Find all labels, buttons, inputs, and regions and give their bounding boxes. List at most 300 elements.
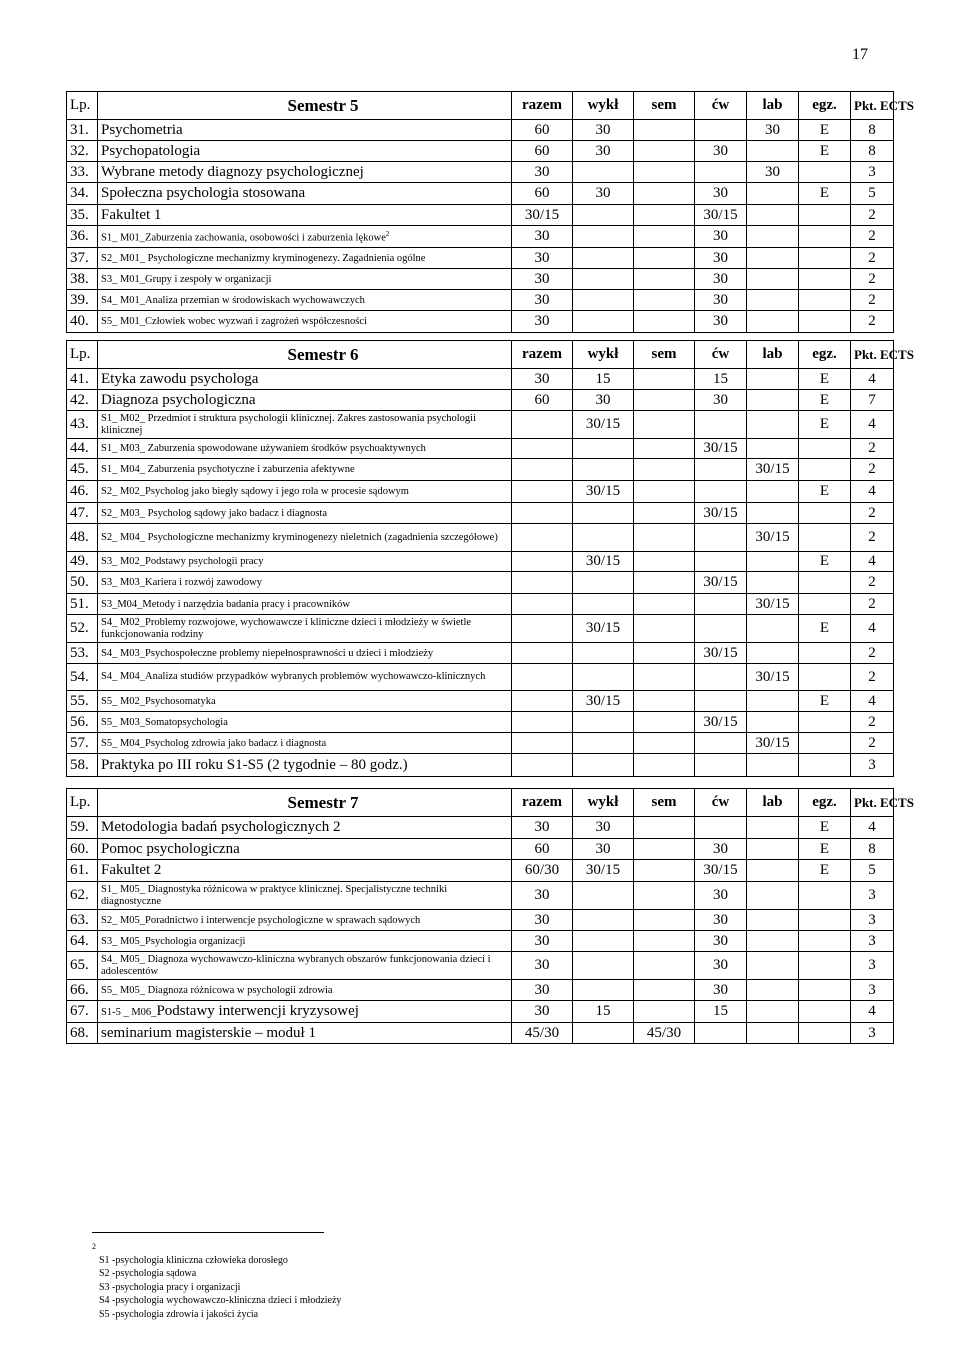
row-wykl [573,664,634,691]
row-ects: 3 [851,931,894,952]
row-subject-name [98,162,512,183]
row-razem: 30 [512,248,573,269]
row-wykl [573,572,634,594]
semester-6-table [66,340,914,777]
row-wykl [573,205,634,226]
row-subject-name [98,439,512,459]
row-lp: 41. [67,369,98,390]
row-subject-text: S3_ M03_Kariera i rozwój zawodowy [101,577,262,588]
row-lab [747,691,799,712]
row-egz: E [799,183,851,205]
row-ects: 4 [851,481,894,503]
row-sem [634,980,695,1001]
row-subject-text: S1_ M01_Zaburzenia zachowania, osobowości i zaburzenia lękowe [101,232,386,244]
header-sem: sem [634,92,695,120]
row-egz [799,503,851,524]
row-razem: 60 [512,390,573,411]
row-ects: 2 [851,248,894,269]
row-subject-name [98,120,512,141]
footnote-line: S2 -psychologia sądowa [99,1268,197,1279]
row-ects: 3 [851,754,894,777]
row-lp: 51. [67,594,98,615]
row-lab [747,481,799,503]
row-wykl [573,311,634,333]
row-subject-name [98,594,512,615]
row-razem [512,439,573,459]
row-lab: 30 [747,162,799,183]
row-cw: 30 [695,980,747,1001]
row-wykl [573,594,634,615]
footnote-separator [92,1232,324,1233]
row-lp: 65. [67,952,98,980]
row-wykl [573,882,634,910]
footnote [92,1240,341,1321]
row-lp: 64. [67,931,98,952]
row-subject-text: S5_ M04_Psycholog zdrowia jako badacz i diagnosta [101,737,327,749]
row-subject-name [98,1001,512,1023]
header-egz: egz. [799,341,851,369]
row-razem: 30 [512,290,573,311]
row-cw [695,615,747,643]
row-egz [799,311,851,333]
row-sem [634,481,695,503]
row-lp: 36. [67,226,98,248]
row-lab [747,980,799,1001]
header-wykl: wykł [573,92,634,120]
row-sem [634,754,695,777]
row-razem: 30 [512,369,573,390]
row-subject-name [98,572,512,594]
row-razem [512,691,573,712]
row-razem: 60 [512,120,573,141]
row-subject-name [98,503,512,524]
row-subject-text: Wybrane metody diagnozy psychologicznej [101,163,364,180]
row-ects: 3 [851,980,894,1001]
row-cw: 15 [695,1001,747,1023]
row-lab [747,931,799,952]
row-sem [634,839,695,860]
row-wykl: 30/15 [573,411,634,439]
row-subject-name [98,691,512,712]
row-egz: E [799,120,851,141]
row-cw [695,691,747,712]
row-subject-text: S4_ M05_ Diagnoza wychowawczo-kliniczna wybranych obszarów funkcjonowania dzieci i adolescentów [101,953,491,977]
row-wykl [573,733,634,754]
row-wykl: 30/15 [573,481,634,503]
header-lab: lab [747,92,799,120]
row-wykl [573,952,634,980]
semester-title: Semestr 6 [98,341,512,369]
row-sem [634,248,695,269]
table-row [67,269,894,290]
header-lab: lab [747,789,799,817]
row-sem [634,952,695,980]
table-row [67,1023,894,1044]
row-lab [747,572,799,594]
row-subject-text: Etyka zawodu psychologa [101,370,259,387]
row-lab [747,1023,799,1044]
row-lp: 53. [67,643,98,664]
row-ects: 4 [851,691,894,712]
row-egz [799,1001,851,1023]
row-wykl: 30 [573,120,634,141]
row-ects: 2 [851,524,894,552]
row-sem [634,643,695,664]
row-subject-text: S2_ M04_ Psychologiczne mechanizmy kryminogenezy nieletnich (zagadnienia szczegółowe) [101,531,498,543]
row-egz [799,712,851,733]
row-lp: 33. [67,162,98,183]
row-sem [634,712,695,733]
row-subject-name [98,481,512,503]
row-lp: 43. [67,411,98,439]
row-subject-text: Diagnoza psychologiczna [101,391,256,408]
table-row [67,503,894,524]
semester-title: Semestr 7 [98,789,512,817]
table-row [67,481,894,503]
row-ects: 3 [851,952,894,980]
row-ects: 5 [851,860,894,882]
row-subject-prefix: S1-5 _ M06_ [101,1007,157,1018]
table-row [67,691,894,712]
row-cw: 30 [695,141,747,162]
row-sem [634,1001,695,1023]
row-subject-text: Psychopatologia [101,142,201,159]
row-lp: 55. [67,691,98,712]
row-razem: 30 [512,311,573,333]
row-razem: 30 [512,817,573,839]
row-subject-name [98,952,512,980]
row-cw: 30 [695,910,747,931]
row-lab [747,290,799,311]
header-pkt-ects: Pkt. ECTS [851,92,894,120]
row-egz: E [799,839,851,860]
row-lp: 40. [67,311,98,333]
row-lp: 49. [67,552,98,572]
row-lab: 30/15 [747,594,799,615]
row-cw: 30/15 [695,712,747,733]
row-razem [512,733,573,754]
row-lp: 31. [67,120,98,141]
row-wykl: 30 [573,141,634,162]
row-cw: 30/15 [695,860,747,882]
row-lab [747,817,799,839]
row-subject-name [98,733,512,754]
row-cw: 30/15 [695,503,747,524]
table-row [67,390,894,411]
row-ects: 2 [851,643,894,664]
footnote-marker: 2 [92,1242,96,1251]
row-egz [799,733,851,754]
row-lp: 48. [67,524,98,552]
row-egz: E [799,411,851,439]
row-lp: 66. [67,980,98,1001]
row-lp: 47. [67,503,98,524]
row-lab [747,311,799,333]
row-razem: 30 [512,980,573,1001]
row-ects: 2 [851,205,894,226]
table-row [67,411,894,439]
row-razem [512,552,573,572]
table-row [67,910,894,931]
row-sem [634,269,695,290]
row-lp: 38. [67,269,98,290]
row-egz [799,882,851,910]
row-sem [634,524,695,552]
table-header-row [67,789,894,817]
row-cw [695,411,747,439]
table-row [67,439,894,459]
row-wykl [573,290,634,311]
row-cw: 30/15 [695,572,747,594]
row-lp: 42. [67,390,98,411]
row-sem [634,226,695,248]
row-wykl [573,162,634,183]
row-lp: 46. [67,481,98,503]
row-wykl: 30/15 [573,615,634,643]
row-ects: 2 [851,664,894,691]
row-cw: 15 [695,369,747,390]
row-subject-text: S2_ M01_ Psychologiczne mechanizmy kryminogenezy. Zagadnienia ogólne [101,252,426,264]
row-ects: 3 [851,162,894,183]
row-subject-name [98,226,512,248]
row-egz: E [799,141,851,162]
header-egz: egz. [799,789,851,817]
header-sem: sem [634,341,695,369]
row-razem: 30/15 [512,205,573,226]
row-razem: 30 [512,952,573,980]
row-lab [747,248,799,269]
row-ects: 4 [851,817,894,839]
row-cw [695,552,747,572]
row-cw: 30/15 [695,205,747,226]
row-subject-text: S3_ M02_Podstawy psychologii pracy [101,556,264,567]
row-sem [634,594,695,615]
row-subject-text: S5_ M05_ Diagnoza różnicowa w psychologii zdrowia [101,984,333,996]
row-lp: 60. [67,839,98,860]
row-egz [799,643,851,664]
row-razem [512,572,573,594]
row-subject-name [98,882,512,910]
row-subject-text: S5_ M01_Człowiek wobec wyzwań i zagrożeń współczesności [101,316,367,327]
row-ects: 2 [851,594,894,615]
row-ects: 2 [851,459,894,481]
row-sem [634,459,695,481]
row-wykl [573,712,634,733]
row-razem: 45/30 [512,1023,573,1044]
row-lab [747,503,799,524]
header-pkt-ects: Pkt. ECTS [851,789,894,817]
row-lp: 58. [67,754,98,777]
table-header-row [67,92,894,120]
row-ects: 8 [851,141,894,162]
row-subject-text: S1_ M03_ Zaburzenia spowodowane używaniem środków psychoaktywnych [101,443,426,454]
row-lab [747,552,799,572]
row-lp: 59. [67,817,98,839]
table-row [67,183,894,205]
table-row [67,952,894,980]
row-lab [747,439,799,459]
table-row [67,552,894,572]
table-row [67,931,894,952]
row-subject-text: S2_ M02_Psycholog jako biegły sądowy i jego rola w procesie sądowym [101,486,409,497]
row-lab [747,839,799,860]
row-egz [799,439,851,459]
row-sem [634,503,695,524]
row-wykl: 15 [573,1001,634,1023]
table-row [67,860,894,882]
row-subject-text: Metodologia badań psychologicznych 2 [101,819,341,835]
row-razem [512,524,573,552]
row-subject-text: S1_ M04_ Zaburzenia psychotyczne i zaburzenia afektywne [101,464,355,475]
row-subject-name [98,524,512,552]
row-subject-name [98,552,512,572]
footnote-line: S3 -psychologia pracy i organizacji [99,1281,241,1293]
row-razem [512,411,573,439]
table-row [67,248,894,269]
row-subject-text: S4_ M03_Psychospołeczne problemy niepełnosprawności u dzieci i młodzieży [101,647,434,659]
row-subject-name [98,269,512,290]
table-row [67,205,894,226]
footnote-line: S1 -psychologia kliniczna człowieka dorosłego [99,1254,288,1266]
row-wykl [573,931,634,952]
table-row [67,572,894,594]
row-lp: 54. [67,664,98,691]
table-row [67,141,894,162]
row-sem [634,311,695,333]
row-sem [634,910,695,931]
row-cw: 30 [695,311,747,333]
row-egz: E [799,817,851,839]
row-ects: 2 [851,572,894,594]
row-wykl [573,643,634,664]
row-razem: 30 [512,162,573,183]
row-egz [799,524,851,552]
row-lab [747,754,799,777]
row-ects: 2 [851,503,894,524]
row-lp: 34. [67,183,98,205]
row-subject-name [98,183,512,205]
row-ects: 8 [851,839,894,860]
row-subject-name [98,1023,512,1044]
header-razem: razem [512,341,573,369]
row-cw [695,1023,747,1044]
row-subject-name [98,931,512,952]
table-row [67,290,894,311]
row-lab [747,205,799,226]
row-razem [512,754,573,777]
row-subject-text: S1_ M02_ Przedmiot i struktura psychologii klinicznej. Zakres zastosowania psychologii klinicznej [101,412,477,436]
table-row [67,226,894,248]
row-cw: 30 [695,839,747,860]
footnote-ref: 2 [385,229,390,238]
row-lab: 30 [747,120,799,141]
row-wykl: 30 [573,817,634,839]
row-razem [512,594,573,615]
row-razem: 30 [512,269,573,290]
row-cw: 30 [695,183,747,205]
row-sem [634,205,695,226]
row-lab [747,269,799,290]
row-wykl [573,248,634,269]
row-subject-name [98,817,512,839]
row-egz [799,931,851,952]
row-lp: 67. [67,1001,98,1023]
table-row [67,643,894,664]
table-row [67,980,894,1001]
row-subject-text: S5_ M02_Psychosomatyka [101,695,216,707]
row-lab [747,183,799,205]
row-egz [799,290,851,311]
row-sem [634,664,695,691]
header-cw: ćw [695,341,747,369]
row-razem [512,643,573,664]
table-row [67,754,894,777]
row-lab [747,712,799,733]
table-row [67,817,894,839]
row-lp: 37. [67,248,98,269]
row-razem: 30 [512,226,573,248]
row-lp: 44. [67,439,98,459]
row-subject-name [98,839,512,860]
row-lab [747,390,799,411]
row-wykl: 30/15 [573,691,634,712]
row-razem: 30 [512,910,573,931]
row-cw: 30/15 [695,439,747,459]
row-ects: 2 [851,733,894,754]
row-sem [634,439,695,459]
row-lp: 57. [67,733,98,754]
row-sem [634,369,695,390]
row-razem [512,615,573,643]
row-razem [512,481,573,503]
row-lp: 68. [67,1023,98,1044]
table-row [67,839,894,860]
row-ects: 3 [851,910,894,931]
row-wykl: 30/15 [573,552,634,572]
header-lp: Lp. [67,92,98,120]
row-egz [799,664,851,691]
row-subject-name [98,141,512,162]
row-ects: 2 [851,290,894,311]
row-sem [634,290,695,311]
row-ects: 8 [851,120,894,141]
row-razem: 60/30 [512,860,573,882]
row-lab [747,643,799,664]
table-row [67,120,894,141]
row-lp: 50. [67,572,98,594]
row-sem [634,691,695,712]
header-lab: lab [747,341,799,369]
row-subject-text: Podstawy interwencji kryzysowej [156,1003,359,1019]
row-subject-name [98,712,512,733]
row-lp: 61. [67,860,98,882]
row-cw [695,481,747,503]
row-wykl: 30 [573,839,634,860]
row-lp: 39. [67,290,98,311]
row-lp: 52. [67,615,98,643]
row-wykl [573,524,634,552]
row-lp: 56. [67,712,98,733]
header-wykl: wykł [573,341,634,369]
row-razem: 30 [512,1001,573,1023]
row-sem [634,183,695,205]
row-sem [634,141,695,162]
row-subject-text: S4_ M02_Problemy rozwojowe, wychowawcze i kliniczne dzieci i młodzieży w świetle funkcjonowania rodziny [101,616,472,640]
row-ects: 5 [851,183,894,205]
row-sem [634,860,695,882]
row-egz: E [799,552,851,572]
table-row [67,664,894,691]
